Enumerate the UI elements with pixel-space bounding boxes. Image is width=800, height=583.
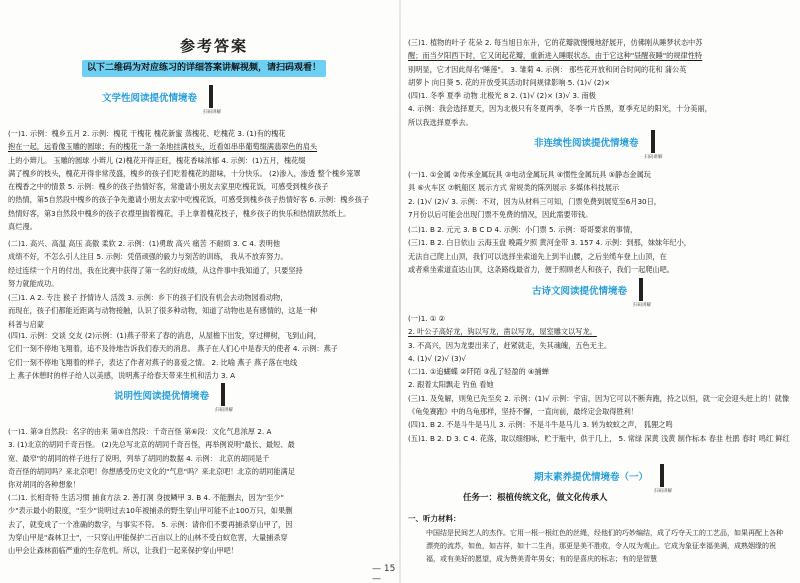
answers-expository-2 (8, 491, 396, 557)
qr-notice-banner: 以下二维码为对应练习的详细答案讲解视频，请扫码观看！ (82, 60, 326, 77)
answer-line: 经过连续一个月的付出，我在比赛中获得了第一名的好成绩，从这件事中我知道了，只要坚持 (8, 265, 303, 275)
answer-line: (五)1. B 2. D 3. C 4. 花落，取以细细咏，贮于瓶中，供于几上， 5. 常绿 深黄 浅黄 制作标本 春韭 杜鹃 春时 鸣红 鲜红 (408, 433, 790, 443)
answer-line: 所以我选择夏季去。 (408, 117, 473, 127)
section-title: 期末素养提优情境卷（一） (534, 471, 649, 483)
section-header-literary (102, 87, 222, 115)
section-title: 古诗文阅读提优情境卷 (532, 285, 628, 297)
answer-line: 3. (1)北京的胡同千奇百怪。 (2)先总写北京的胡同千奇百怪，再举例说明"最长、最短、最 (8, 440, 295, 450)
answer-line: 2. 叶公子高好龙，钩以写龙，凿以写龙，屋室雕文以写龙。 (408, 327, 597, 337)
page-number: — 15 — (372, 564, 396, 583)
qr-code-icon[interactable]: 扫码讲解 (645, 132, 655, 151)
answer-line: 7月份以后可能会出现门票不免费的情况，因此需要带钱。 (408, 209, 593, 219)
qr-code-icon[interactable]: 扫码讲解 (633, 280, 643, 299)
answer-line: 无法自己爬上山顶，我们可以选择坐索道先上到半山腰，之后坐缆车登上山顶，在 (408, 251, 667, 261)
answer-line: (三)1. 植物的叶子 花朵 2. 每当旭日东升，它的花瓣就慢慢地舒展开，仿佛刚从睡梦状态中苏 (408, 38, 703, 47)
answer-line: 奇百怪的胡同吗？来北京吧！你想感受历史文化的"气息"吗？来北京吧！北京的胡同能满足 (8, 466, 295, 476)
answer-line: 去了，就变成了一个准确的数字，与事实不符。 5. 示例：请你们不要再捕杀穿山甲了，因 (8, 519, 293, 529)
answer-line: 为穿山甲是"森林卫士"，一只穿山甲能保护二百亩以上的山林不受白蚁危害，大量捕杀穿 (8, 532, 288, 542)
answers-literary-2 (8, 237, 396, 290)
answer-line: 宽、最窄"的胡同的样子进行了说明，列举了胡同的数据 4. 示例： 北京的胡同是千 (8, 453, 270, 463)
answer-line: 它们一刻不停地飞翔着，追不及待地告诉我们春天的消息。 燕子在人们心中是春天的使者 4. 示例：燕子 (8, 344, 338, 354)
qr-code-icon[interactable]: 扫码讲解 (654, 466, 664, 485)
answer-line: (二)1. ①追蝴蝶 ②阡陌 ③乱了轻盈的 ④捕蝉 (408, 367, 549, 377)
answer-line: 少"表示最小的限度，"至少"说明过去10年被捕杀的野生穿山甲可能不止100万只，如果删 (8, 506, 293, 516)
answers-classical (408, 312, 794, 445)
section-title: 非连续性阅读提优情境卷 (534, 137, 639, 149)
answer-line: 2. 跟着太阳飘走 钓鱼 看她 (408, 380, 494, 390)
answer-line: 而现在，孩子们都能近距离与动物接触，认识了很多种动物，知道了动物也是有感情的，这是一种 (8, 306, 318, 316)
section-header-expository (114, 385, 234, 413)
answer-line: 具 ⑥火车区 ⑦帆船区 展示方式 常规类的陈列展示 多媒体科技展示 (408, 183, 620, 193)
answer-line: 它们一刻不停地飞翔着的样子，表达了作者对燕子的喜爱之情。 2. 比喻 燕子 燕子落在电线 (8, 357, 298, 367)
answers-literary-4 (8, 329, 396, 382)
answer-line: 4. 示例：我会选择夏天，因为北极只有冬夏两季，冬季一片昏黑，夏季充足的阳光，十分美丽， (408, 104, 712, 114)
answer-line: 上的小辫儿。 玉雕的圆球 小辫儿 (2)槐花开得正旺，槐花香味浓郁 4. 示例：(1)五月，槐花缀 (8, 155, 306, 165)
answer-line: (二)1. B 2. 元元 3. B C D 4. 示例：小门票 5. 示例：哥哥要求的事情， (408, 225, 638, 234)
answer-line: 醒；而当夕阳西下时，它又闭起花瓣，重新进入睡眠状态。由于它这种"昼醒夜睡"的规律性特 (408, 51, 703, 61)
section-title: 文学性阅读提优情境卷 (102, 92, 198, 104)
answer-line: 别明显，它才因此得名"睡莲"。 3. 雏菊 4. 示例： 那些花开放和闭合时间的花和 蒲公英 (408, 64, 687, 74)
section-header-final-exam (534, 466, 673, 494)
listening-heading: 一、听力材料： (408, 514, 461, 523)
answers-expository-1 (8, 425, 396, 491)
section-title: 说明性阅读提优情境卷 (114, 390, 210, 402)
answer-line: 你对胡同的各种想象！ (8, 480, 80, 490)
answer-line: 4. (1)√ (2)√ (3)√ (408, 353, 466, 363)
answer-line: 的热情，第5自然段中槐乡的孩子争先邀请小朋友去家中吃槐花饭，可感受到槐乡孩子热情好客 6. 示例：槐乡孩子 (8, 195, 370, 205)
answers-noncontinuous-1 (408, 168, 794, 221)
left-page (2, 0, 400, 583)
answers-noncontinuous-2 (408, 223, 794, 276)
answer-line: (二)1. 高兴、高温 高压 高傲 柔软 2. 示例：(1)勇敢 高兴 痛苦 不耐烦 3. C 4. 表明他 (8, 239, 281, 248)
answer-line: (四)1. 示例：交谈 交友 (2)示例：(1)燕子带来了春的消息，从屋檐下出发，穿过柳树，飞到山间， (8, 331, 321, 340)
section-header-classical (532, 280, 652, 308)
answer-line: 2. (1)√ (2)√ 3. 示例：不对，因为从材料三可知，门票免费到展览至6月30日， (408, 196, 661, 206)
answer-line: (四)1. 冬季 夏季 动物 北极光 8 2. (1)√ (2)× (3)√ 3. 南极 (408, 91, 596, 101)
listening-passage: 中国结是民间艺人的杰作。它用一根一根红色的丝绳，经他们的巧妙编结，成了巧夺天工的工艺品，如果再配上各种漂亮的流苏，如鱼，如吉祥，如十二生肖，那更是美不胜收，令人叹为观止。它成为象征幸福美满，成熟姻缘的祝福，或有美好的愿望，成为赞美青年男女；有的是喜庆的标志；有的是智慧 (426, 529, 783, 563)
qr-code-icon[interactable]: 扫码讲解 (215, 385, 225, 404)
answer-line: 上 燕子休憩时的样子给人以美感，说明燕子给春天带来生机和活力 3. A (8, 370, 236, 380)
answer-line: 成绩不好，不怎么引人注目 5. 示例：凭借顽强的毅力与刻苦的训练， 我从不放弃努力。 (8, 252, 288, 262)
answers-literary-1 (8, 127, 396, 233)
answer-line: (一)1. ① ② (408, 314, 446, 323)
answer-line: (二)1. 长相奇特 生活习惯 捕食方法 2. 善打洞 身披鳞甲 3. B 4. 不能删去，因为"至少" (8, 493, 284, 502)
answer-line: 真烂漫。 (8, 222, 37, 232)
answer-line: 在槐香之中的情景 5. 示例：槐乡的孩子热情好客，常邀请小朋友去家里吃槐花饭，可感受到槐乡孩子 (8, 182, 329, 192)
answer-line: 抱在一起，远看像玉雕的圆球；有的槐花一条一条地挂满枝头，近看如串串葡萄缀满翡翠色的肩头 (8, 142, 318, 152)
answer-line: (三)1. 及兔解，则兔已先至矣 2. 示例：(1)√ 示例：宇宙，因为它可以不断奔跑，持之以恒，就一定会迎头赶上的！就像《龟兔赛跑》中的乌龟那样，坚持不懈，一直向前，最终定会取得胜利！ (408, 393, 790, 417)
answer-line: (三)1. A 2. 专注 猴子 抒情诗人 活泼 3. 示例：乡下的孩子们没有机会去动物园看动物， (8, 293, 288, 302)
answers-literary-3 (8, 291, 396, 331)
answers-literary-continued (408, 36, 794, 129)
answer-line: (一)1. 示例：槐乡五月 2. 示例：槐花 干槐花 槐花新蜜 蒸槐花、吃槐花 3. (1)有的槐花 (8, 129, 286, 138)
answer-line: (一)1. ①金属 ②传承金属玩具 ③电动金属玩具 ④惯性金属玩具 ⑤静态金属玩 (408, 170, 651, 179)
answer-line: (四)1. B 2. 不是斗牛是马儿 3. 示例：不是斗牛是马儿 3. 转为蚊蚁之声， 狐狸之鸣 (408, 420, 673, 430)
task-title: 任务一：根植传统文化，做文化传承人 (463, 493, 608, 503)
answer-line: 胡萝卜 向日葵 5. 花的开放受其活动时间规律影响 5. (1)√ (2)× (408, 77, 611, 87)
answer-line: 热情好客，第3自然段中槐乡的孩子衣襟里揣着槐花，手上拿着槐花枝子，槐乡孩子的快乐和热情跃然纸上。 (8, 208, 351, 218)
section-header-noncontinuous (534, 132, 663, 160)
answer-line: 山甲会让森林面临严重的生存危机。所以，让我们一起来保护穿山甲吧！ (8, 546, 239, 556)
answer-line: (一)1. 第③自然段：名字的由来 第⑤自然段：千奇百怪 第⑥段：文化气息浓厚 2. A (8, 427, 272, 436)
answer-line: 3. 不高兴，因为龙要出来了，赶紧就走，失其魂魄，五色无主。 (408, 340, 612, 350)
page-title: 参考答案 (180, 37, 249, 55)
answer-line: 科普与启蒙 (8, 319, 44, 329)
qr-code-icon[interactable]: 扫码讲解 (203, 87, 213, 106)
answer-line: 努力就能成功。 (8, 278, 59, 288)
answer-line: 满了槐乡的枝头，槐花开得非常茂盛，槐乡的孩子们吃着槐花的甜味，十分快乐。 (2)渗入，渗透 整个槐乡笼罩 (8, 168, 361, 178)
answer-line: (三)1. B 2. 白日依山 云海玉盘 晚霞夕照 黄河金带 3. 157 4. 示例：到那，妹妹年纪小， (408, 238, 691, 248)
answer-line: 或者乘坐索道直达山顶，这条路线最省力，便于照顾老人和孩子，我们一起爬山吧。 (408, 264, 674, 274)
